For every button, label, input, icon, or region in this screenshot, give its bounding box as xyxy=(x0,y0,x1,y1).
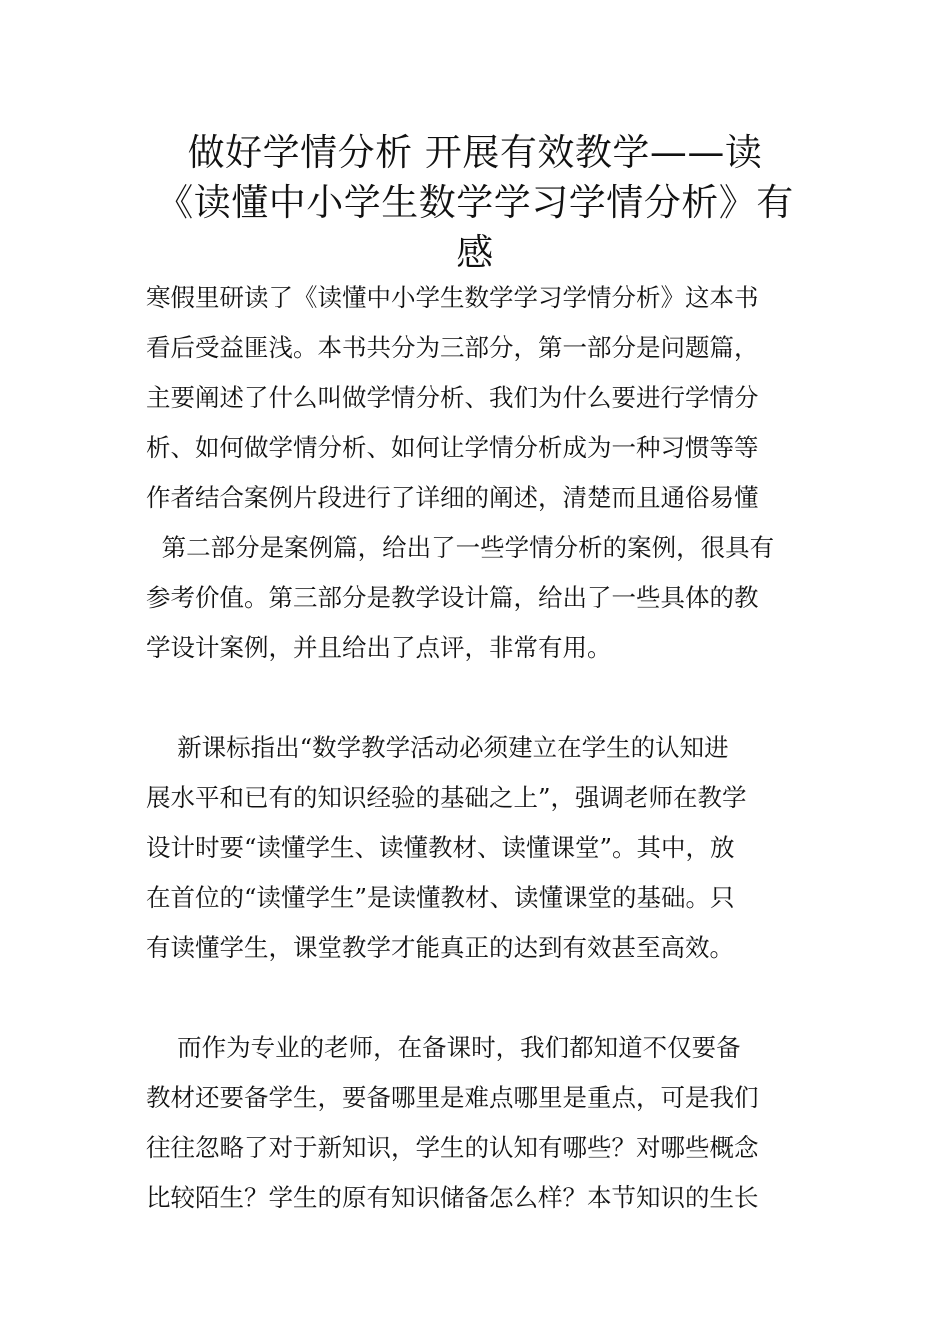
paragraph-2-line-3: 设计时要“读懂学生、读懂教材、读懂课堂”。其中，放 xyxy=(146,833,735,862)
paragraph-3-line-2: 教材还要备学生，要备哪里是难点哪里是重点，可是我们 xyxy=(146,1083,759,1112)
paragraph-2-line-1: 新课标指出“数学教学活动必须建立在学生的认知进 xyxy=(146,733,729,762)
title-line-1: 做好学情分析 开展有效教学——读 xyxy=(187,131,763,174)
paragraph-1-line-5: 作者结合案例片段进行了详细的阐述，清楚而且通俗易懂 xyxy=(146,483,759,512)
document-title xyxy=(140,128,810,278)
paragraph-3-line-1: 而作为专业的老师，在备课时，我们都知道不仅要备 xyxy=(146,1033,741,1062)
paragraph-1-line-3: 主要阐述了什么叫做学情分析、我们为什么要进行学情分 xyxy=(146,383,759,412)
title-line-2: 《读懂中小学生数学学习学情分析》有 xyxy=(156,181,794,224)
paragraph-3-line-3: 往往忽略了对于新知识，学生的认知有哪些？对哪些概念 xyxy=(146,1133,759,1162)
title-line-3: 感 xyxy=(456,231,494,274)
paragraph-1-line-2: 看后受益匪浅。本书共分为三部分，第一部分是问题篇， xyxy=(146,333,759,362)
paragraph-1-line-7: 参考价值。第三部分是教学设计篇，给出了一些具体的教 xyxy=(146,583,759,612)
paragraph-1-line-6: 第二部分是案例篇，给出了一些学情分析的案例，很具有 xyxy=(146,533,775,562)
paragraph-2-line-4: 在首位的“读懂学生”是读懂教材、读懂课堂的基础。只 xyxy=(146,883,735,912)
paragraph-2-line-2: 展水平和已有的知识经验的基础之上”，强调老师在教学 xyxy=(146,783,747,812)
paragraph-1-line-8: 学设计案例，并且给出了点评，非常有用。 xyxy=(146,633,612,662)
paragraph-3-line-4: 比较陌生？学生的原有知识储备怎么样？本节知识的生长 xyxy=(146,1183,759,1212)
paragraph-2-line-5: 有读懂学生，课堂教学才能真正的达到有效甚至高效。 xyxy=(146,933,734,962)
paragraph-1-line-1: 寒假里研读了《读懂中小学生数学学习学情分析》这本书 xyxy=(146,283,759,312)
paragraph-1-line-4: 析、如何做学情分析、如何让学情分析成为一种习惯等等 xyxy=(146,433,759,462)
